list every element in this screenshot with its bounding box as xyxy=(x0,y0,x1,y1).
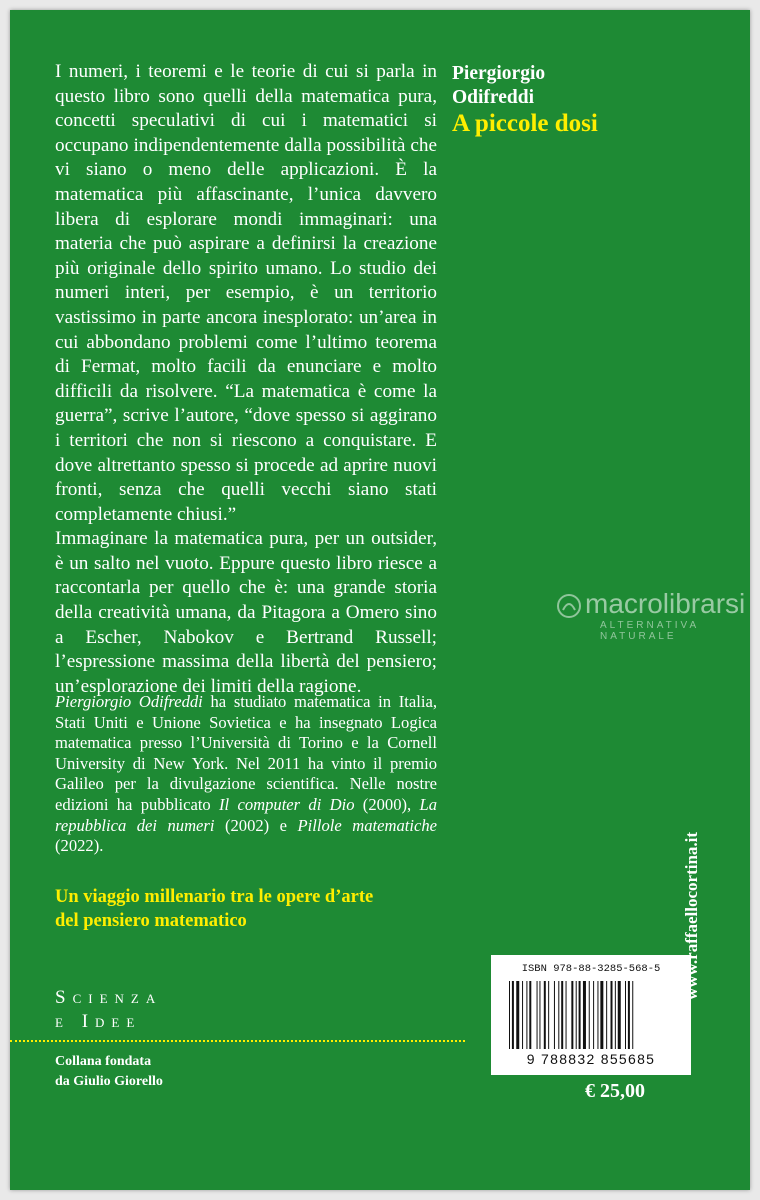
watermark-logo-icon xyxy=(555,592,583,620)
blurb-paragraph-1: I numeri, i teoremi e le teorie di cui si parla in questo libro sono quelli della matematica pura, concetti speculativi di cui i matematici si occupano indipendentemente dalla possibilità che vi siano o meno delle applicazioni. È la matematica più affascinante, l’unica davvero libera di esplorare mondi immaginari: una materia che può aspirare a definirsi la creazione più originale dello spirito umano. Lo studio dei numeri interi, per esempio, è un territorio vastissimo in parte ancora inesplorato: un’area in cui abbondano problemi come l’ultimo teorema di Fermat, molto facili da enunciare e molto difficili da risolvere. “La matematica è come la guerra”, scrive l’autore, “dove spesso si aggirano i territori che non si riescono a conquistare. E dove altrettanto spesso si procede ad aprire nuovi fronti, senza che quelli vecchi siano stati completamente chiusi.” xyxy=(55,61,437,525)
tagline-line-2: del pensiero matematico xyxy=(55,911,247,931)
bio-year-3: (2022). xyxy=(55,836,104,856)
author-first-name: Piergiorgio xyxy=(452,63,546,84)
tagline xyxy=(55,885,455,933)
founder-line-2: da Giulio Giorello xyxy=(55,1074,163,1089)
author-bio xyxy=(55,692,437,857)
book-title: A piccole dosi xyxy=(452,110,598,137)
bio-book-3: Pillole matematiche xyxy=(297,815,438,835)
blurb-paragraph-2: Immaginare la matematica pura, per un outsider, è un salto nel vuoto. Eppure questo libro riesce a raccontarla per quello che è: una grande storia della creatività umana, da Pitagora a Omero sino a Escher, Nabokov e Bertrand Russell; l’espressione massima della libertà del pensiero; un’esplorazione dei limiti della ragione. xyxy=(55,528,437,697)
series-line-1: Scienza xyxy=(55,987,163,1008)
bio-year-1: (2000), xyxy=(354,794,420,814)
bio-year-2: (2002) e xyxy=(214,815,298,835)
barcode-number: 9 788832 855685 xyxy=(526,1051,656,1067)
founder-line-1: Collana fondata xyxy=(55,1054,152,1069)
tagline-line-1: Un viaggio millenario tra le opere d’arte xyxy=(55,887,374,907)
blurb-text xyxy=(55,60,437,699)
series-line-2: e Idee xyxy=(55,1011,142,1032)
book-back-cover xyxy=(10,10,750,1190)
bio-author-name: Piergiorgio Odifreddi xyxy=(55,692,203,711)
isbn-text: ISBN 978-88-3285-568-5 xyxy=(521,963,661,975)
author-last-name: Odifreddi xyxy=(452,87,534,108)
barcode-icon xyxy=(509,981,685,1049)
bio-book-1: Il computer di Dio xyxy=(219,794,355,814)
watermark-brand: macrolibrarsi xyxy=(585,588,746,619)
bio-book-2: La repubblica dei numeri xyxy=(55,794,437,835)
publisher-website: www.raffaellocortina.it xyxy=(682,831,701,1000)
series-name xyxy=(55,986,162,1034)
watermark-subtitle: ALTERNATIVA NATURALE xyxy=(600,620,699,642)
author-name xyxy=(452,62,545,110)
series-founder xyxy=(55,1052,163,1092)
price-label: € 25,00 xyxy=(585,1080,645,1102)
dotted-divider xyxy=(10,1040,465,1042)
barcode-panel xyxy=(491,955,691,1075)
bio-text-1: ha studiato matematica in Italia, Stati Uniti e Unione Sovietica e ha insegnato Logica matematica presso l’Università di Torino e la Cornell University di New York. Nel 2011 ha vinto il premio Galileo per la divulgazione scientifica. Nelle nostre edizioni ha pubblicato xyxy=(55,692,438,814)
